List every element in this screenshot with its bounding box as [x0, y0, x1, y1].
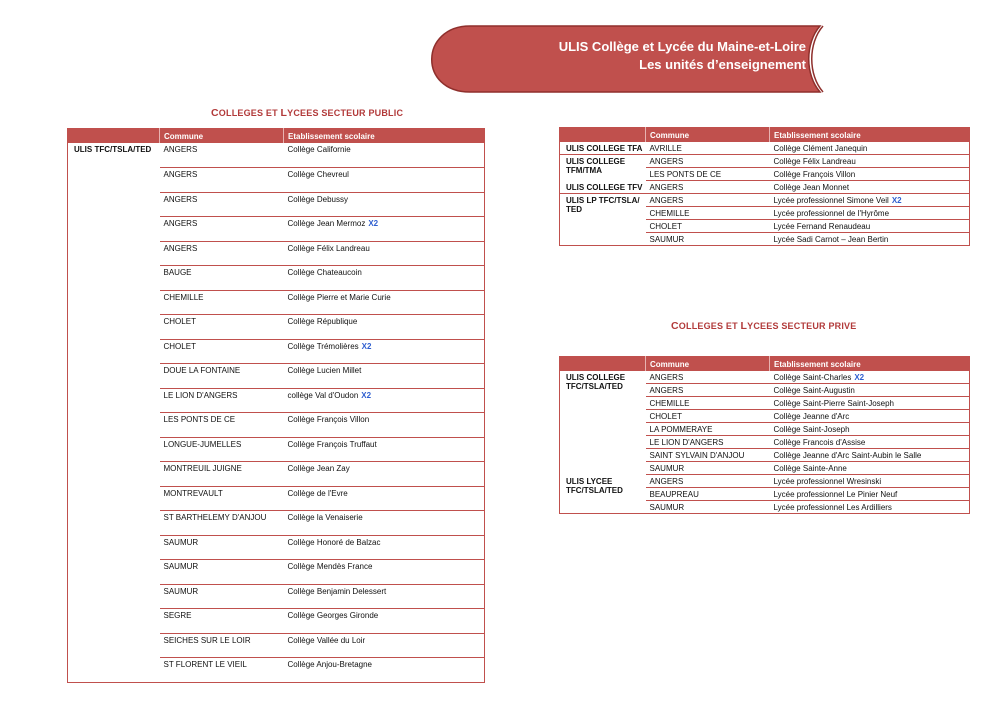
commune-cell: ANGERS: [160, 192, 284, 217]
commune-cell: ST FLORENT LE VIEIL: [160, 658, 284, 683]
commune-cell: DOUE LA FONTAINE: [160, 364, 284, 389]
etablissement-name: Collège François Truffaut: [287, 439, 377, 449]
etablissement-cell: [284, 486, 485, 511]
commune-cell: ANGERS: [160, 241, 284, 266]
table-row: [560, 475, 970, 488]
etablissement-name: Lycée Fernand Renaudeau: [773, 222, 871, 231]
etablissement-name: Collège Chevreul: [287, 170, 349, 179]
x2-badge: X2: [891, 196, 902, 205]
etablissement-cell: [284, 143, 485, 168]
specialized-table: [559, 127, 970, 246]
commune-cell: SAUMUR: [646, 462, 770, 475]
public-title-c: C: [211, 107, 219, 119]
commune-cell: SEICHES SUR LE LOIR: [160, 633, 284, 658]
commune-cell: LA POMMERAYE: [646, 423, 770, 436]
commune-cell: AVRILLE: [646, 142, 770, 155]
commune-cell: CHOLET: [160, 339, 284, 364]
etablissement-name: Collège Jean Zay: [287, 464, 350, 473]
table-header-row: [68, 129, 485, 144]
etablissement-cell: [770, 475, 970, 488]
commune-cell: CHEMILLE: [160, 290, 284, 315]
private-title-c: C: [671, 320, 679, 332]
x2-badge: X2: [361, 341, 372, 351]
table-header-row: [560, 357, 970, 372]
etablissement-cell: [284, 437, 485, 462]
commune-cell: ANGERS: [646, 371, 770, 384]
commune-cell: ANGERS: [646, 194, 770, 207]
etablissement-name: Collège Saint-Joseph: [773, 425, 850, 434]
unit-type-cell: ULIS COLLEGE TFM/TMA: [566, 157, 626, 175]
etablissement-cell: [770, 155, 970, 168]
etablissement-name: Collège Honoré de Balzac: [287, 537, 381, 547]
etablissement-cell: [284, 217, 485, 242]
unit-type-cell: ULIS COLLEGE TFV: [560, 181, 646, 194]
table-row: [68, 143, 485, 168]
table-row: [560, 194, 970, 207]
etablissement-cell: [284, 633, 485, 658]
commune-cell: LES PONTS DE CE: [646, 168, 770, 181]
table-row: [560, 181, 970, 194]
etablissement-cell: [284, 560, 485, 585]
column-header: [68, 129, 160, 144]
etablissement-name: Collège Chateaucoin: [287, 268, 362, 277]
table-row: [560, 371, 970, 384]
etablissement-name: Lycée professionnel Wresinski: [773, 477, 882, 486]
commune-cell: SAUMUR: [646, 501, 770, 514]
etablissement-name: Collège Pierre et Marie Curie: [287, 292, 391, 302]
etablissement-cell: [770, 436, 970, 449]
commune-cell: LE LION D'ANGERS: [646, 436, 770, 449]
etablissement-cell: [770, 168, 970, 181]
commune-cell: LE LION D'ANGERS: [160, 388, 284, 413]
column-header: Commune: [646, 357, 770, 372]
etablissement-name: Collège Jean Monnet: [773, 183, 850, 192]
etablissement-name: Lycée professionnel Le Pinier Neuf: [773, 490, 898, 499]
etablissement-cell: [284, 462, 485, 487]
commune-cell: LES PONTS DE CE: [160, 413, 284, 438]
etablissement-name: Collège François Villon: [773, 170, 856, 179]
etablissement-cell: [284, 315, 485, 340]
public-table: [67, 128, 485, 683]
unit-type-cell: ULIS COLLEGE TFA: [560, 142, 646, 155]
private-section-title: [671, 320, 856, 332]
etablissement-name: Collège Clément Janequin: [773, 144, 868, 153]
etablissement-cell: [770, 207, 970, 220]
commune-cell: SAINT SYLVAIN D'ANJOU: [646, 449, 770, 462]
etablissement-name: Collège Debussy: [287, 194, 348, 204]
etablissement-name: Collège Sainte-Anne: [773, 464, 847, 473]
commune-cell: SAUMUR: [160, 584, 284, 609]
etablissement-name: Collège Vallée du Loir: [287, 635, 366, 645]
column-header: Etablissement scolaire: [284, 129, 485, 144]
etablissement-cell: [770, 397, 970, 410]
public-title-ycees: YCEES SECTEUR PUBLIC: [287, 108, 404, 118]
column-header: [560, 357, 646, 372]
etablissement-cell: [284, 168, 485, 193]
header-banner: [0, 0, 992, 100]
etablissement-name: Collège de l'Evre: [287, 488, 348, 498]
etablissement-name: Collège Mendès France: [287, 562, 373, 571]
column-header: Commune: [160, 129, 284, 144]
x2-badge: X2: [368, 219, 379, 228]
etablissement-name: Collège Trémolières: [287, 341, 359, 351]
etablissement-cell: [284, 241, 485, 266]
column-header: [560, 128, 646, 143]
column-header: Etablissement scolaire: [770, 357, 970, 372]
etablissement-cell: [284, 535, 485, 560]
private-title-l: L: [740, 320, 748, 332]
commune-cell: MONTREUIL JUIGNE: [160, 462, 284, 487]
unit-type-cell: ULIS LYCEE TFC/TSLA/TED: [566, 476, 623, 495]
etablissement-cell: [284, 388, 485, 413]
commune-cell: BEAUPREAU: [646, 488, 770, 501]
etablissement-cell: [284, 339, 485, 364]
x2-badge: X2: [361, 390, 372, 400]
etablissement-name: Collège Anjou-Bretagne: [287, 660, 373, 669]
unit-type-cell: ULIS LP TFC/TSLA/ TED: [566, 196, 640, 214]
etablissement-name: Collège Jeanne d'Arc: [773, 412, 850, 421]
etablissement-name: Collège Benjamin Delessert: [287, 586, 387, 596]
etablissement-cell: [284, 413, 485, 438]
commune-cell: ANGERS: [646, 181, 770, 194]
commune-cell: SAUMUR: [160, 535, 284, 560]
etablissement-name: Collège Californie: [287, 145, 351, 154]
etablissement-name: Lycée Sadi Carnot – Jean Bertin: [773, 235, 889, 244]
unit-type-cell: ULIS COLLEGE TFC/TSLA/TED: [566, 373, 626, 391]
commune-cell: ANGERS: [160, 168, 284, 193]
commune-cell: SEGRE: [160, 609, 284, 634]
etablissement-cell: [770, 233, 970, 246]
etablissement-cell: [770, 501, 970, 514]
commune-cell: LONGUE-JUMELLES: [160, 437, 284, 462]
etablissement-cell: [770, 194, 970, 207]
etablissement-cell: [770, 142, 970, 155]
etablissement-cell: [770, 181, 970, 194]
column-header: Commune: [646, 128, 770, 143]
commune-cell: BAUGE: [160, 266, 284, 291]
etablissement-cell: [284, 266, 485, 291]
private-title-olleges: OLLEGES ET: [678, 321, 741, 331]
etablissement-name: Collège Lucien Millet: [287, 366, 362, 375]
etablissement-cell: [770, 462, 970, 475]
public-title-olleges: OLLEGES ET: [218, 108, 281, 118]
etablissement-cell: [284, 584, 485, 609]
table-row: [560, 142, 970, 155]
page-title: ULIS Collège et Lycée du Maine-et-Loire: [558, 39, 806, 54]
etablissement-name: Lycée professionnel Simone Veil: [773, 196, 889, 205]
etablissement-cell: [284, 290, 485, 315]
commune-cell: MONTREVAULT: [160, 486, 284, 511]
commune-cell: CHOLET: [646, 220, 770, 233]
etablissement-name: Collège Jeanne d'Arc Saint-Aubin le Salle: [773, 451, 922, 460]
page-subtitle: Les unités d’enseignement: [639, 57, 806, 72]
commune-cell: ANGERS: [160, 217, 284, 242]
public-section-title: [211, 107, 403, 119]
etablissement-name: Collège Félix Landreau: [287, 243, 370, 253]
etablissement-cell: [770, 371, 970, 384]
etablissement-name: collège Val d'Oudon: [287, 390, 359, 400]
private-title-ycees: YCEES SECTEUR PRIVE: [747, 321, 857, 331]
x2-badge: X2: [854, 373, 865, 382]
table-header-row: [560, 128, 970, 143]
commune-cell: SAUMUR: [160, 560, 284, 585]
etablissement-name: Collège Francois d'Assise: [773, 438, 866, 447]
table-row: [560, 155, 970, 168]
etablissement-name: Collège Saint-Charles: [773, 373, 852, 382]
etablissement-name: Collège François Villon: [287, 415, 370, 424]
commune-cell: ANGERS: [646, 155, 770, 168]
commune-cell: ST BARTHELEMY D'ANJOU: [160, 511, 284, 536]
unit-type-cell: ULIS TFC/TSLA/TED: [74, 145, 152, 154]
commune-cell: ANGERS: [646, 475, 770, 488]
commune-cell: ANGERS: [646, 384, 770, 397]
etablissement-cell: [770, 488, 970, 501]
etablissement-name: Collège Georges Gironde: [287, 611, 379, 620]
etablissement-name: Lycée professionnel Les Ardilliers: [773, 503, 892, 512]
etablissement-name: Collège la Venaiserie: [287, 513, 363, 522]
commune-cell: ANGERS: [160, 143, 284, 168]
etablissement-cell: [770, 423, 970, 436]
etablissement-cell: [770, 220, 970, 233]
column-header: Etablissement scolaire: [770, 128, 970, 143]
etablissement-name: Collège République: [287, 317, 358, 326]
etablissement-cell: [284, 192, 485, 217]
etablissement-cell: [770, 384, 970, 397]
etablissement-name: Lycée professionnel de l'Hyrôme: [773, 209, 890, 218]
commune-cell: CHOLET: [646, 410, 770, 423]
etablissement-cell: [284, 511, 485, 536]
etablissement-name: Collège Saint-Pierre Saint-Joseph: [773, 399, 895, 408]
etablissement-name: Collège Félix Landreau: [773, 157, 856, 166]
etablissement-cell: [770, 410, 970, 423]
commune-cell: SAUMUR: [646, 233, 770, 246]
etablissement-cell: [284, 364, 485, 389]
private-table: [559, 356, 970, 514]
etablissement-cell: [284, 658, 485, 683]
commune-cell: CHEMILLE: [646, 397, 770, 410]
commune-cell: CHOLET: [160, 315, 284, 340]
etablissement-cell: [284, 609, 485, 634]
etablissement-name: Collège Jean Mermoz: [287, 219, 366, 228]
public-title-l: L: [280, 107, 288, 119]
etablissement-name: Collège Saint-Augustin: [773, 386, 855, 395]
commune-cell: CHEMILLE: [646, 207, 770, 220]
etablissement-cell: [770, 449, 970, 462]
